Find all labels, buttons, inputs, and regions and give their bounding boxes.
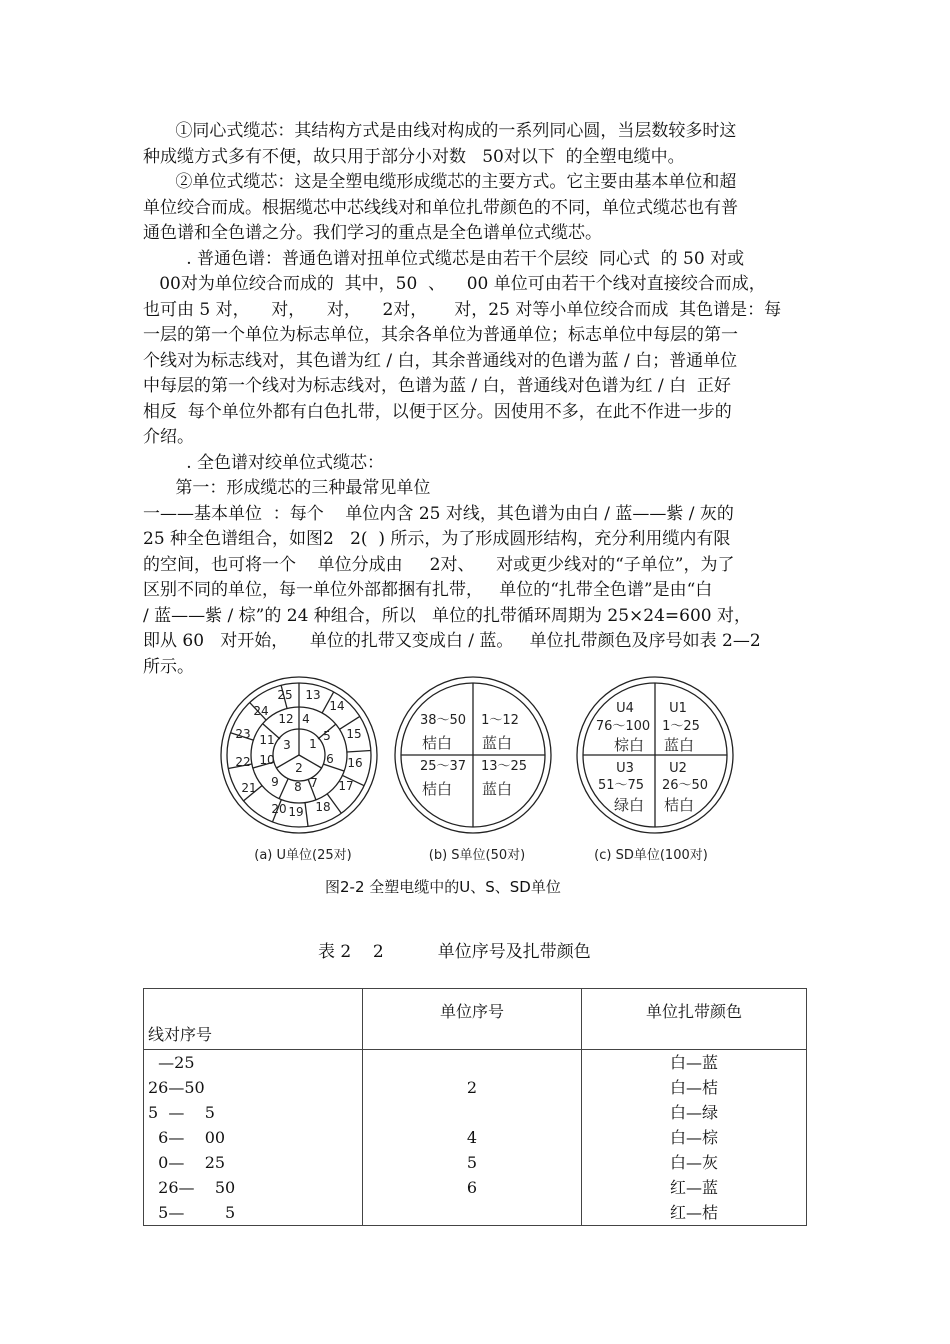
paragraph-line: 一——基本单位 ：每个 单位内含 25 对线，其色谱为由白 / 蓝——紫 / 灰的 xyxy=(143,504,734,524)
paragraph-line: 相反 每个单位外都有白色扎带，以便于区分。因使用不多，在此不作进一步的 xyxy=(143,402,732,422)
table-row xyxy=(144,1100,807,1125)
u-pair-label: 6 xyxy=(326,752,334,766)
u-pair-label: 19 xyxy=(288,805,304,819)
s-quadrant-color: 桔白 xyxy=(421,780,453,798)
figure-caption: 图2-2 全塑电缆中的U、S、SD单位 xyxy=(325,878,561,896)
binder-color-cell: 红—蓝 xyxy=(582,1175,807,1200)
u-pair-label: 16 xyxy=(347,756,363,770)
pair-range-cell: 5— 5 xyxy=(144,1200,363,1226)
figure-label-a: (a) U单位(25对) xyxy=(254,848,352,863)
unit-number-cell xyxy=(363,1100,582,1125)
sd-subunit-name: U2 xyxy=(669,761,687,776)
sd-unit-diagram xyxy=(577,677,733,833)
s-quadrant-range: 25～37 xyxy=(419,759,467,774)
u-pair-label: 10 xyxy=(259,753,275,767)
u-pair-label: 9 xyxy=(271,775,279,789)
paragraph-line: 单位绞合而成。根据缆芯中芯线线对和单位扎带颜色的不同，单位式缆芯也有普 xyxy=(143,198,738,218)
table-row xyxy=(144,1050,807,1076)
unit-number-cell xyxy=(363,1050,582,1076)
table-row xyxy=(144,1125,807,1150)
s-quadrant-color: 蓝白 xyxy=(481,780,513,798)
table-header-cell: 单位扎带颜色 xyxy=(582,989,807,1050)
sd-subunit-color: 绿白 xyxy=(613,796,645,814)
unit-number-cell: 4 xyxy=(363,1125,582,1150)
binder-color-cell: 白—灰 xyxy=(582,1150,807,1175)
pair-range-cell: —25 xyxy=(144,1050,363,1076)
paragraph-line: . 普通色谱：普通色谱对扭单位式缆芯是由若干个层绞 同心式 的 50 对或 xyxy=(143,249,745,269)
paragraph-line: 的空间，也可将一个 单位分成由 2对、 对或更少线对的“子单位”，为了 xyxy=(143,555,735,575)
s-quadrant-range: 13～25 xyxy=(480,759,528,774)
paragraph-line: 00对为单位绞合而成的 其中，50 、 00 单位可由若干个线对直接绞合而成， xyxy=(143,274,766,294)
table-title: 表 2 2 单位序号及扎带颜色 xyxy=(318,942,591,962)
u-unit-diagram xyxy=(221,677,377,833)
u-pair-label: 3 xyxy=(283,738,291,752)
paragraph-line: 也可由 5 对， 对， 对， 2对， 对，25 对等小单位绞合而成 其色谱是：每 xyxy=(143,300,782,320)
u-pair-label: 13 xyxy=(305,688,321,702)
sd-subunit-name: U4 xyxy=(616,701,634,716)
pair-range-cell: 5 — 5 xyxy=(144,1100,363,1125)
u-pair-label: 7 xyxy=(310,776,318,790)
sd-subunit-name: U1 xyxy=(669,701,687,716)
paragraph-line: 介绍。 xyxy=(143,427,194,447)
pair-range-cell: 0— 25 xyxy=(144,1150,363,1175)
u-pair-label: 17 xyxy=(338,779,354,793)
sd-subunit-color: 蓝白 xyxy=(663,736,695,754)
paragraph-line: ①同心式缆芯：其结构方式是由线对构成的一系列同心圆，当层数较多时这 xyxy=(143,121,737,141)
s-quadrant-color: 桔白 xyxy=(421,734,453,752)
sd-subunit-name: U3 xyxy=(616,761,634,776)
sd-subunit-range: 1～25 xyxy=(662,719,700,734)
u-pair-label: 20 xyxy=(271,802,287,816)
sd-subunit-color: 棕白 xyxy=(613,736,645,754)
unit-number-cell xyxy=(363,1200,582,1226)
binder-color-cell: 白—蓝 xyxy=(582,1050,807,1076)
s-unit-diagram xyxy=(395,677,551,833)
unit-number-cell: 5 xyxy=(363,1150,582,1175)
binder-color-cell: 红—桔 xyxy=(582,1200,807,1226)
paragraph-line: 通色谱和全色谱之分。我们学习的重点是全色谱单位式缆芯。 xyxy=(143,223,602,243)
unit-number-cell: 2 xyxy=(363,1075,582,1100)
table-header-cell: 单位序号 xyxy=(363,989,582,1050)
figure-label-c: (c) SD单位(100对) xyxy=(594,848,708,863)
table-header-cell: 线对序号 xyxy=(144,989,363,1050)
binder-color-cell: 白—绿 xyxy=(582,1100,807,1125)
table-row xyxy=(144,1150,807,1175)
sd-subunit-range: 51～75 xyxy=(597,778,645,793)
cable-unit-figure xyxy=(215,676,735,876)
paragraph-line: 所示。 xyxy=(143,657,194,677)
u-pair-label: 15 xyxy=(346,727,362,741)
paragraph-line: 第一：形成缆芯的三种最常见单位 xyxy=(143,478,431,498)
u-pair-label: 23 xyxy=(235,727,251,741)
u-pair-label: 22 xyxy=(235,755,251,769)
table-row xyxy=(144,1200,807,1226)
paragraph-line: 中每层的第一个线对为标志线对，色谱为蓝 / 白，普通线对色谱为红 / 白 正好 xyxy=(143,376,731,396)
paragraph-line: 种成缆方式多有不便，故只用于部分小对数 50对以下 的全塑电缆中。 xyxy=(143,147,685,167)
paragraph-line: 区别不同的单位，每一单位外部都捆有扎带， 单位的“扎带全色谱”是由“白 xyxy=(143,580,713,600)
u-pair-label: 21 xyxy=(241,781,257,795)
paragraph-line: . 全色谱对绞单位式缆芯： xyxy=(143,453,385,473)
paragraph-line: 25 种全色谱组合，如图2 2( ) 所示，为了形成圆形结构，充分利用缆内有限 xyxy=(143,529,731,549)
figure-label-b: (b) S单位(50对) xyxy=(428,848,526,863)
paragraph-line: 即从 60 对开始， 单位的扎带又变成白 / 蓝。 单位扎带颜色及序号如表 2—2 xyxy=(143,631,761,651)
u-pair-label: 25 xyxy=(277,688,293,702)
unit-number-cell: 6 xyxy=(363,1175,582,1200)
pair-range-cell: 6— 00 xyxy=(144,1125,363,1150)
u-pair-label: 5 xyxy=(323,729,331,743)
sd-subunit-color: 桔白 xyxy=(663,796,695,814)
s-quadrant-color: 蓝白 xyxy=(481,734,513,752)
binder-color-cell: 白—桔 xyxy=(582,1075,807,1100)
u-pair-label: 14 xyxy=(329,699,345,713)
u-pair-label: 12 xyxy=(278,712,294,726)
u-pair-label: 24 xyxy=(253,704,269,718)
u-pair-label: 11 xyxy=(259,733,275,747)
unit-color-table xyxy=(143,988,807,1226)
pair-range-cell: 26— 50 xyxy=(144,1175,363,1200)
paragraph-line: / 蓝——紫 / 棕”的 24 种组合，所以 单位的扎带循环周期为 25×24=600 对， xyxy=(143,606,752,626)
sd-subunit-range: 26～50 xyxy=(661,778,709,793)
s-quadrant-range: 38～50 xyxy=(419,713,467,728)
u-pair-label: 4 xyxy=(302,712,310,726)
u-pair-label: 18 xyxy=(315,800,331,814)
paragraph-line: ②单位式缆芯：这是全塑电缆形成缆芯的主要方式。它主要由基本单位和超 xyxy=(143,172,737,192)
pair-range-cell: 26—50 xyxy=(144,1075,363,1100)
table-row xyxy=(144,1075,807,1100)
s-quadrant-range: 1～12 xyxy=(481,713,519,728)
paragraph-line: 一层的第一个单位为标志单位，其余各单位为普通单位；标志单位中每层的第一 xyxy=(143,325,738,345)
binder-color-cell: 白—棕 xyxy=(582,1125,807,1150)
u-pair-label: 1 xyxy=(309,737,317,751)
table-row xyxy=(144,1175,807,1200)
paragraph-line: 个线对为标志线对，其色谱为红 / 白，其余普通线对的色谱为蓝 / 白；普通单位 xyxy=(143,351,738,371)
u-pair-label: 8 xyxy=(294,780,302,794)
table-header-row xyxy=(144,989,807,1050)
u-pair-label: 2 xyxy=(295,761,303,775)
sd-subunit-range: 76～100 xyxy=(595,719,651,734)
